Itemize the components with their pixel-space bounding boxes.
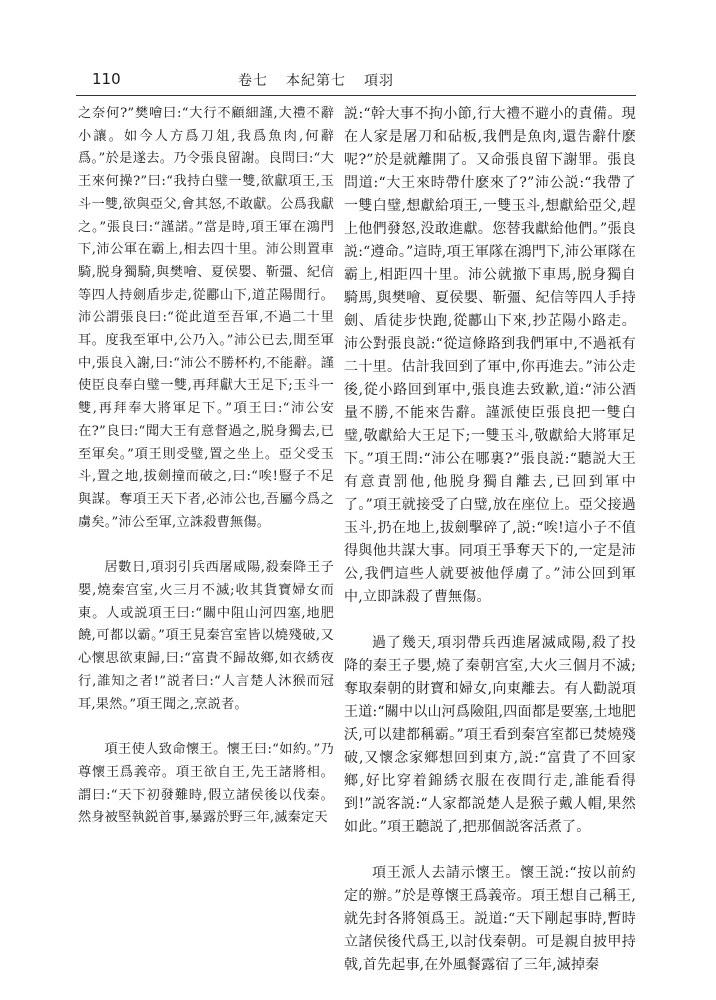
section-label: 項羽: [364, 73, 394, 89]
translation-paragraph-2: 過了幾天,項羽帶兵西進屠滅咸陽,殺了投降的秦王子嬰,燒了秦朝宫室,大火三個月不滅;奪取秦朝的財寶和婦女,向東離去。有人勸説項王道:“關中以山河爲險阻,四面都是要塞,土地肥沃,可以建都稱霸。”項王看到秦宫室都已焚燒殘破,又懷念家鄉想回到東方,説:“富貴了不回家鄉,好比穿着錦綉衣服在夜間行走,誰能看得到!”説客説:“人家都説楚人是猴子戴人帽,果然如此。”項王聽説了,把那個説客活煮了。: [344, 635, 636, 835]
volume-label: 卷七: [238, 73, 268, 89]
header-rule: [76, 95, 636, 96]
classical-text-column: [78, 103, 334, 830]
page-number: 110: [92, 70, 121, 88]
translation-text-column: [344, 103, 636, 977]
classical-paragraph-2: 居數日,項羽引兵西屠咸陽,殺秦降王子嬰,燒秦宫室,火三月不滅;收其貨寶婦女而東。人或説項王曰:“關中阻山河四塞,地肥饒,可都以霸。”項王見秦宫室皆以燒殘破,又心懷思欲東歸,曰:“富貴不歸故鄉,如衣綉夜行,誰知之者!”説者曰:“人言楚人沐猴而冠耳,果然。”項王聞之,烹説者。: [78, 560, 334, 712]
running-title: [238, 70, 394, 90]
translation-paragraph-3: 項王派人去請示懷王。懷王説:“按以前約定的辦。”於是尊懷王爲義帝。項王想自己稱王,就先封各將領爲王。説道:“天下剛起事時,暫時立諸侯後代爲王,以討伐秦朝。可是親自披甲持戟,首先起事,在外風餐露宿了三年,滅掉秦: [344, 865, 636, 973]
classical-paragraph-3: 項王使人致命懷王。懷王曰:“如約。”乃尊懷王爲義帝。項王欲自王,先王諸將相。謂曰:“天下初發難時,假立諸侯後以伐秦。然身被堅執鋭首事,暴露於野三年,滅秦定天: [78, 742, 334, 826]
classical-paragraph-1: 之奈何?”樊噲曰:“大行不顧細謹,大禮不辭小讓。如今人方爲刀俎,我爲魚肉,何辭爲。”於是遂去。乃令張良留謝。良問曰:“大王來何操?”曰:“我持白璧一雙,欲獻項王,玉斗一雙,欲與亞父,會其怒,不敢獻。公爲我獻之。”張良曰:“謹諾。”當是時,項王軍在鴻門下,沛公軍在霸上,相去四十里。沛公則置車騎,脱身獨騎,與樊噲、夏侯嬰、靳彊、紀信等四人持劍盾步走,從酈山下,道芷陽閒行。沛公謂張良曰:“從此道至吾軍,不過二十里耳。度我至軍中,公乃入。”沛公已去,閒至軍中,張良入謝,曰:“沛公不勝杯杓,不能辭。謹使臣良奉白璧一雙,再拜獻大王足下;玉斗一雙,再拜奉大將軍足下。”項王曰:“沛公安在?”良曰:“聞大王有意督過之,脱身獨去,已至軍矣。”項王則受璧,置之坐上。亞父受玉斗,置之地,拔劍撞而破之,曰:“唉!豎子不足與謀。奪項王天下者,必沛公也,吾屬今爲之虜矣。”沛公至軍,立誅殺曹無傷。: [78, 106, 334, 530]
chapter-label: 本紀第七: [286, 73, 346, 89]
running-header: [0, 0, 716, 90]
translation-paragraph-1: 説:“幹大事不拘小節,行大禮不避小的責備。現在人家是屠刀和砧板,我們是魚肉,還告辭什麽呢?”於是就離開了。又命張良留下謝罪。張良問道:“大王來時帶什麽來了?”沛公説:“我帶了一雙白璧,想獻給項王,一雙玉斗,想獻給亞父,趕上他們發怒,没敢進獻。您替我獻給他們。”張良説:“遵命。”這時,項王軍隊在鴻門下,沛公軍隊在霸上,相距四十里。沛公就撤下車馬,脱身獨自騎馬,與樊噲、夏侯嬰、靳彊、紀信等四人手持劍、盾徒步快跑,從酈山下來,抄芷陽小路走。沛公對張良説:“從這條路到我們軍中,不過祇有二十里。估計我回到了軍中,你再進去。”沛公走後,從小路回到軍中,張良進去致歉,道:“沛公酒量不勝,不能來告辭。謹派使臣張良把一雙白璧,敬獻給大王足下;一雙玉斗,敬獻給大將軍足下。”項王問:“沛公在哪裏?”張良説:“聽説大王有意責罰他,他脱身獨自離去,已回到軍中了。”項王就接受了白璧,放在座位上。亞父接過玉斗,扔在地上,拔劍擊碎了,説:“唉!這小子不值得與他共謀大事。同項王爭奪天下的,一定是沛公,我們這些人就要被他俘虜了。”沛公回到軍中,立即誅殺了曹無傷。: [344, 106, 636, 605]
